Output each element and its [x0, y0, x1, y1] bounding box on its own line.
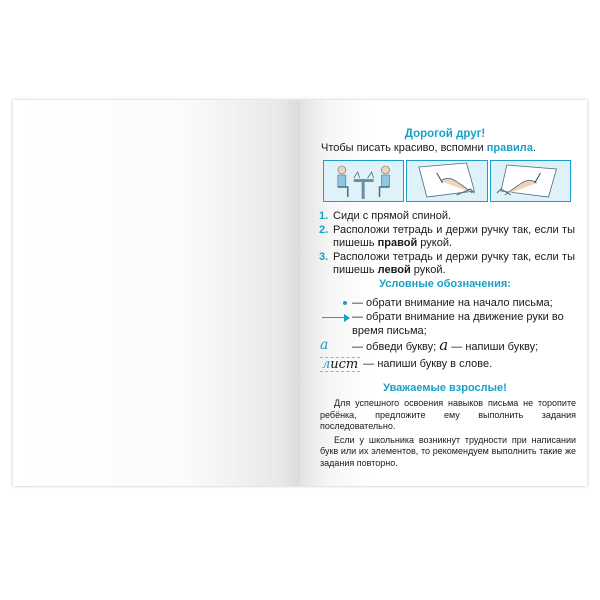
- intro-main: Чтобы писать красиво, вспомни: [321, 142, 487, 154]
- legend-row-word: [320, 357, 576, 372]
- illustrations: [323, 160, 571, 202]
- rule-text-pre: Расположи тетрадь и держи ручку так, если ты пишешь: [333, 250, 575, 276]
- rule-number: 3.: [319, 250, 329, 263]
- legend-title: Условные обозначения:: [379, 278, 511, 290]
- intro-accent: правила: [486, 142, 533, 154]
- legend-arrow-text: — обрати внимание на движение руки во время письма;: [352, 311, 564, 337]
- intro-text: [321, 142, 536, 154]
- trace-letter-icon: [320, 338, 352, 352]
- right-page-content: [312, 100, 578, 486]
- right-hand-illustration: [406, 160, 487, 202]
- intro-end: .: [532, 142, 536, 154]
- rule-text-post: рукой.: [417, 237, 453, 249]
- adults-paragraph: Для успешного освоения навыков письма не торопите ребёнка, предложите ему выполнить задания последовательно.: [320, 398, 576, 431]
- left-page: [13, 100, 300, 486]
- arrow-icon: [320, 310, 352, 324]
- word-letter-highlight: л: [322, 357, 331, 372]
- rule-text-bold: правой: [377, 237, 418, 249]
- rule-text-post: рукой.: [410, 264, 446, 276]
- word-letter-rest: ист: [330, 357, 359, 372]
- legend-dot-text: — обрати внимание на начало письма;: [352, 297, 553, 309]
- adults-title: Уважаемые взрослые!: [383, 382, 507, 394]
- adults-paragraph: Если у школьника возникнут трудности при написании букв или их элементов, то рекомендуем выполнить такие же задания повторно.: [320, 434, 576, 468]
- rule-text-bold: левой: [377, 264, 411, 276]
- rule-text-pre: Сиди с прямой спиной.: [333, 210, 452, 222]
- left-hand-illustration: [490, 160, 571, 202]
- adults-note: [320, 398, 576, 471]
- legend-row-arrow: [320, 310, 576, 338]
- rule-number: 2.: [319, 223, 329, 236]
- trace-letter-symbol: a: [320, 337, 329, 353]
- rule-text: [333, 224, 575, 251]
- legend-trace-text: — обведи букву;: [352, 341, 437, 353]
- legend-write-text: — напиши букву;: [451, 341, 539, 353]
- rule-number: 1.: [319, 210, 329, 222]
- start-dot-icon: [320, 296, 352, 310]
- rule-text: [333, 251, 575, 278]
- legend-row-trace-write: [320, 338, 576, 354]
- rule-item: [319, 251, 575, 278]
- legend-row-dot: [320, 296, 576, 310]
- legend: [320, 296, 576, 372]
- rules-list: [319, 210, 575, 278]
- page-title: Дорогой друг!: [404, 128, 486, 140]
- rule-item: [319, 224, 575, 251]
- posture-illustration: [323, 160, 404, 202]
- legend-trace-write-text: [352, 338, 576, 354]
- rule-item: [319, 210, 575, 224]
- word-letter-icon: [320, 357, 360, 372]
- rule-text-pre: Расположи тетрадь и держи ручку так, если ты пишешь: [333, 223, 575, 249]
- write-letter-icon: а: [439, 336, 449, 354]
- rule-text: [333, 210, 575, 224]
- legend-word-text: — напиши букву в слове.: [363, 358, 493, 370]
